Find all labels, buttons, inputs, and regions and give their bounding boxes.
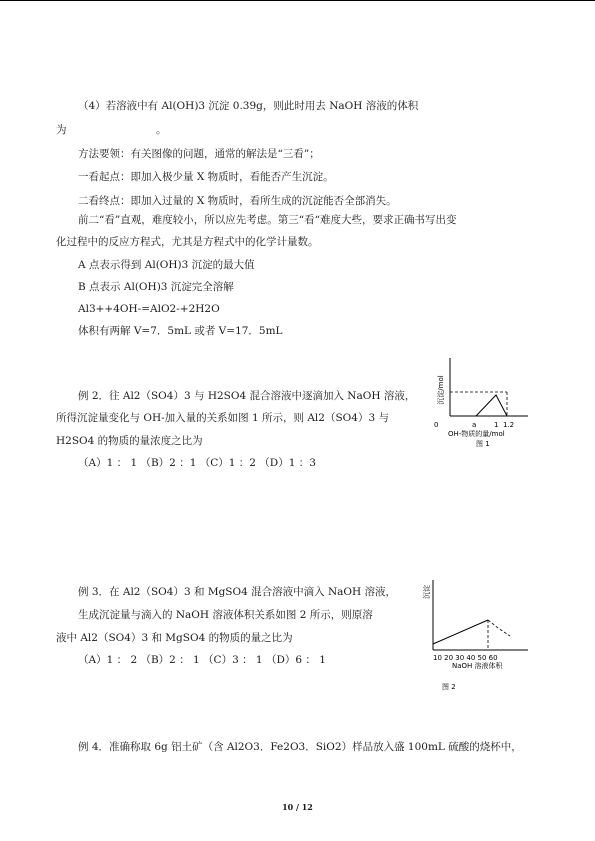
method-line-3: 二看终点：即加入过量的 X 物质时，看所生成的沉淀能否全部消失。 — [78, 195, 397, 207]
figure-1-caption: 图 1 — [476, 440, 490, 448]
figure-2-x-label: NaOH 溶液体积 — [452, 662, 503, 670]
figure-2-rising-line — [433, 620, 488, 644]
method-line-4: 前二“看”直观，难度较小，所以应先考虑。第三“看“难度大些，要求正确书写出变 — [78, 214, 457, 226]
answer-point-a: A 点表示得到 Al(OH)3 沉淀的最大值 — [78, 259, 255, 271]
answer-point-b: B 点表示 Al(OH)3 沉淀完全溶解 — [78, 281, 234, 293]
figure-2 — [418, 572, 533, 694]
figure-1-tick-1: 1 — [494, 421, 499, 429]
q4-line-2-end: 。 — [156, 124, 167, 136]
ex3-line-3: 液中 Al2（SO4）3 和 MgSO4 的物质的量之比为 — [56, 632, 293, 644]
figure-1-x-label: OH-物质的量/mol — [448, 430, 505, 438]
figure-1 — [418, 355, 533, 457]
method-line-2: 一看起点：即加入极少量 X 物质时，看能否产生沉淀。 — [78, 171, 334, 183]
ex2-line-1: 例 2．往 Al2（SO4）3 与 H2SO4 混合溶液中逐滴加入 NaOH 溶液， — [78, 390, 416, 402]
figure-2-falling-dashed — [488, 620, 510, 636]
method-line-1: 方法要领：有关图像的问题，通常的解法是“三看”； — [78, 148, 320, 160]
ex3-options: （A）1 ： 2 （B）2 ： 1 （C）3 ： 1 （D）6 ： 1 — [78, 654, 326, 666]
q4-line-2-start: 为 — [56, 124, 67, 136]
ex2-options: （A）1 ： 1 （B）2 ：1 （C）1 ：2 （D）1 ：3 — [78, 457, 316, 469]
ex4-line-1: 例 4．准确称取 6g 铝土矿（含 Al2O3．Fe2O3．SiO2）样品放入盛 100mL 硫酸的烧杯中， — [78, 741, 522, 753]
figure-2-x-ticks: 10 20 30 40 50 60 — [433, 654, 498, 662]
answer-result: 体积有两解 V=7．5mL 或者 V=17．5mL — [78, 325, 283, 337]
ex2-line-2: 所得沉淀量变化与 OH-加入量的关系如图 1 所示，则 Al2（SO4）3 与 — [56, 412, 389, 424]
figure-1-tick-a: a — [472, 421, 477, 429]
figure-1-y-label: 沉淀/mol — [437, 375, 445, 405]
figure-1-curve — [476, 395, 507, 416]
figure-2-y-label: 沉淀 — [423, 585, 431, 599]
figure-1-tick-0: 0 — [434, 421, 439, 429]
figure-1-tick-1-2: 1.2 — [503, 421, 515, 429]
figure-2-caption: 图 2 — [442, 683, 456, 691]
answer-equation: Al3++4OH-=AlO2-+2H2O — [78, 303, 220, 315]
method-line-5: 化过程中的反应方程式，尤其是方程式中的化学计量数。 — [56, 236, 319, 248]
q4-line-1: （4）若溶液中有 Al(OH)3 沉淀 0.39g，则此时用去 NaOH 溶液的体积 — [78, 100, 419, 112]
page-number: 10 / 12 — [282, 802, 313, 812]
ex3-line-1: 例 3．在 Al2（SO4）3 和 MgSO4 混合溶液中滴入 NaOH 溶液， — [78, 586, 396, 598]
page-top-rule — [0, 0, 595, 1]
ex2-line-3: H2SO4 的物质的量浓度之比为 — [56, 435, 203, 447]
ex3-line-2: 生成沉淀量与滴入的 NaOH 溶液体积关系如图 2 所示，则原溶 — [78, 609, 373, 621]
